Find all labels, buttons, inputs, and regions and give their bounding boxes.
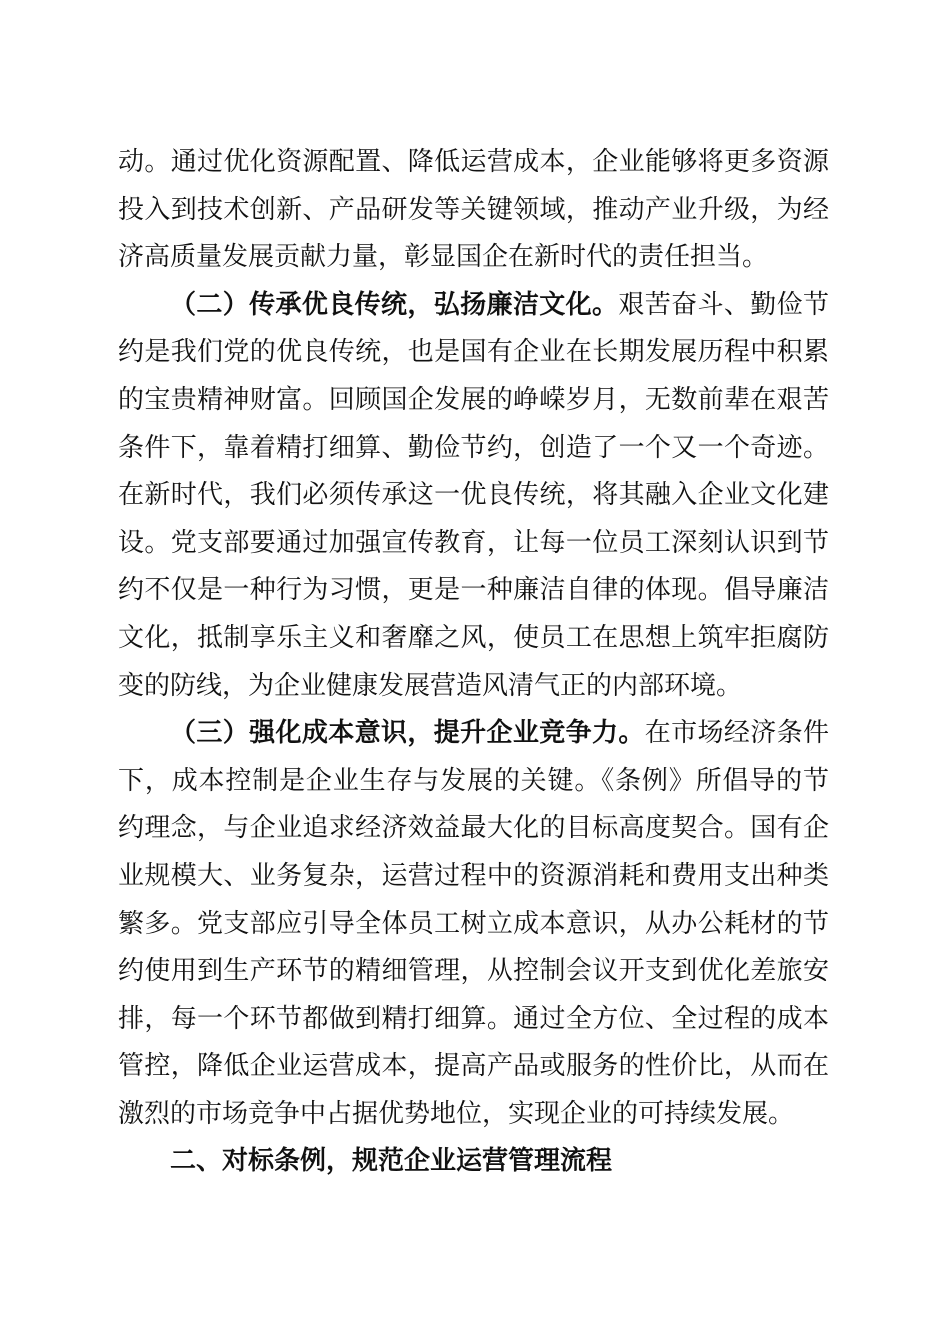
paragraph-cost-awareness xyxy=(118,710,829,1138)
paragraph-lead-heading: （三）强化成本意识，提升企业竞争力。 xyxy=(170,718,645,749)
paragraph-lead-heading: （二）传承优良传统，弘扬廉洁文化。 xyxy=(170,289,619,320)
paragraph-text: 在市场经济条件下，成本控制是企业生存与发展的关键。《条例》所倡导的节约理念，与企业追求经济效益最大化的目标高度契合。国有企业规模大、业务复杂，运营过程中的资源消耗和费用支出种类繁多。党支部应引导全体员工树立成本意识，从办公耗材的节约使用到生产环节的精细管理，从控制会议开支到优化差旅安排，每一个环节都做到精打细算。通过全方位、全过程的成本管控，降低企业运营成本，提高产品或服务的性价比，从而在激烈的市场竞争中占据优势地位，实现企业的可持续发展。 xyxy=(118,718,829,1129)
paragraph-text: 动。通过优化资源配置、降低运营成本，企业能够将更多资源投入到技术创新、产品研发等关键领域，推动产业升级，为经济高质量发展贡献力量，彰显国企在新时代的责任担当。 xyxy=(118,147,829,273)
paragraph-text: 艰苦奋斗、勤俭节约是我们党的优良传统，也是国有企业在长期发展历程中积累的宝贵精神财富。回顾国企发展的峥嵘岁月，无数前辈在艰苦条件下，靠着精打细算、勤俭节约，创造了一个又一个奇迹。在新时代，我们必须传承这一优良传统，将其融入企业文化建设。党支部要通过加强宣传教育，让每一位员工深刻认识到节约不仅是一种行为习惯，更是一种廉洁自律的体现。倡导廉洁文化，抵制享乐主义和奢靡之风，使员工在思想上筑牢拒腐防变的防线，为企业健康发展营造风清气正的内部环境。 xyxy=(118,289,829,701)
document-body xyxy=(118,139,829,1186)
paragraph-tradition xyxy=(118,282,829,710)
paragraph-continuation xyxy=(118,139,829,282)
section-heading: 二、对标条例，规范企业运营管理流程 xyxy=(170,1146,613,1177)
